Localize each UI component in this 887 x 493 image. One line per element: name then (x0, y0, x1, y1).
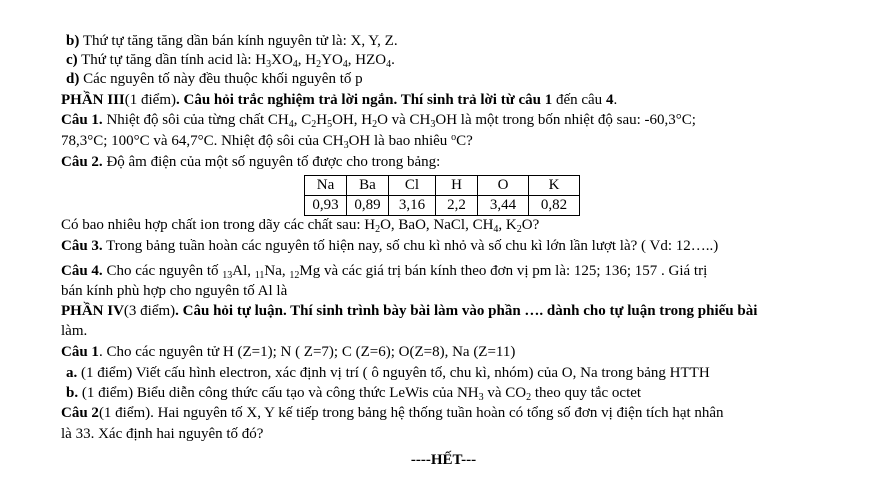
table-cell: 3,16 (389, 196, 436, 216)
table-cell: H (436, 176, 478, 196)
essay-question-2-cont: là 33. Xác định hai nguyên tố đó? (61, 426, 264, 442)
table-cell: 2,2 (436, 196, 478, 216)
question-1-cont: 78,3°C; 100°C và 64,7°C. Nhiệt độ sôi của $CH_3OH$ là bao nhiêu $^o$C? (61, 132, 473, 151)
essay-question-1: Câu 1. Cho các nguyên tử H (Z=1); N ( Z=7); C (Z=6); O(Z=8), Na (Z=11) (61, 344, 516, 360)
end-marker: ----HẾT--- (410, 452, 477, 468)
question-2-cont: Có bao nhiêu hợp chất ion trong dãy các chất sau: $H_2O$, BaO, NaCl, $CH_4$, $K_2O$? (61, 217, 540, 235)
part-iv-heading: PHẦN IV(3 điểm). Câu hỏi tự luận. Thí sinh trình bày bài làm vào phần …. dành cho tự luận trong phiếu bài (61, 303, 758, 319)
table-cell: 3,44 (478, 196, 529, 216)
part-iii-heading: PHẦN III(1 điểm). Câu hỏi trắc nghiệm trả lời ngắn. Thí sinh trả lời từ câu 1 đến câu 4. (61, 92, 618, 108)
table-cell: 0,93 (305, 196, 347, 216)
table-cell: O (478, 176, 529, 196)
essay-question-1a: a. (1 điểm) Viết cấu hình electron, xác định vị trí ( ô nguyên tố, chu kì, nhóm) của O, Na trong bảng HTTH (66, 365, 710, 381)
table-header-row (305, 176, 580, 196)
question-3: Câu 3. Trong bảng tuần hoàn các nguyên tố hiện nay, số chu kì nhỏ và số chu kì lớn lần lượt là? ( Vd: 12…..) (61, 238, 719, 254)
table-cell: 0,82 (529, 196, 580, 216)
essay-question-2: Câu 2(1 điểm). Hai nguyên tố X, Y kế tiếp trong bảng hệ thống tuần hoàn có tổng số đơn vị điện tích hạt nhân (61, 405, 724, 421)
option-c: c) Thứ tự tăng dần tính acid là: $H_3XO_4$, $H_2YO_4$, $HZO_4$. (66, 52, 395, 70)
table-cell: 0,89 (347, 196, 389, 216)
question-4: Câu 4. Cho các nguyên tố $_{13}$Al, $_{11}$Na, $_{12}$Mg và các giá trị bán kính theo đơn vị pm là: 125; 136; 157 . Giá trị (61, 263, 708, 281)
question-4-cont: bán kính phù hợp cho nguyên tố Al là (61, 283, 288, 299)
electronegativity-table (304, 175, 580, 216)
table-cell: Ba (347, 176, 389, 196)
option-b: b) Thứ tự tăng tăng dần bán kính nguyên tử là: X, Y, Z. (66, 33, 398, 49)
part-iv-heading-cont: làm. (61, 323, 88, 339)
option-d: d) Các nguyên tố này đều thuộc khối nguyên tố p (66, 71, 363, 87)
table-value-row (305, 196, 580, 216)
table-cell: Na (305, 176, 347, 196)
essay-question-1b: b. (1 điểm) Biểu diễn công thức cấu tạo và công thức LeWis của $NH_3$ và $CO_2$ theo quy tắc octet (66, 385, 642, 403)
question-2: Câu 2. Độ âm điện của một số nguyên tố được cho trong bảng: (61, 154, 441, 170)
question-1: Câu 1. Nhiệt độ sôi của từng chất $CH_4$, $C_2H_5OH$, $H_2O$ và $CH_3OH$ là một trong bốn nhiệt độ sau: -60,3°C; (61, 112, 696, 130)
table-cell: K (529, 176, 580, 196)
table-cell: Cl (389, 176, 436, 196)
